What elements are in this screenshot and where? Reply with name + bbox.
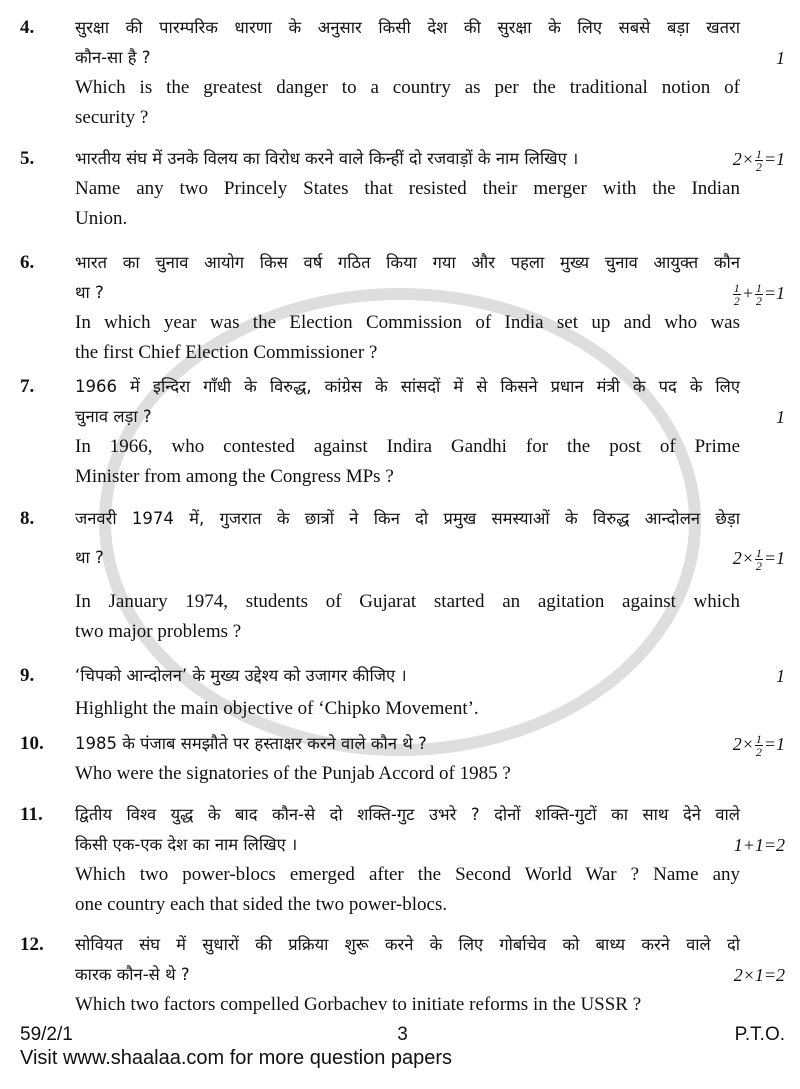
question-4	[20, 13, 785, 133]
marks	[725, 144, 785, 174]
fraction-denominator: 2	[755, 745, 762, 760]
question-english: Which two factors compelled Gorbachev to initiate reforms in the USSR ?	[75, 994, 642, 1015]
fraction-denominator: 2	[755, 559, 762, 574]
marks: 1	[776, 407, 785, 427]
marks: 1+1=2	[733, 835, 785, 855]
marks	[725, 729, 785, 759]
marks: 1	[776, 666, 785, 686]
question-10	[20, 729, 785, 789]
please-turn-over: P.T.O.	[734, 1024, 785, 1045]
fraction-numerator: 1	[755, 281, 762, 296]
marks-part: 2×	[732, 548, 754, 568]
question-english: Name any two Princely States that resisted their merger with the Indian	[75, 178, 740, 199]
question-number: 4.	[20, 17, 35, 38]
marks-part: =1	[763, 734, 785, 754]
question-english: Highlight the main objective of ‘Chipko Movement’.	[75, 698, 479, 719]
question-hindi: जनवरी 1974 में, गुजरात के छात्रों ने किन दो प्रमुख समस्याओं के विरुद्ध आन्दोलन छेड़ा	[75, 509, 740, 528]
marks	[724, 278, 785, 308]
fraction-numerator: 1	[755, 546, 762, 561]
question-12	[20, 930, 785, 1020]
question-hindi: चुनाव लड़ा ?	[75, 407, 152, 426]
question-hindi: था ?	[75, 548, 104, 567]
question-hindi: कारक कौन-से थे ?	[75, 965, 190, 984]
question-english: security ?	[75, 107, 149, 128]
marks-part: +	[741, 283, 754, 303]
fraction-numerator: 1	[755, 732, 762, 747]
question-number: 12.	[20, 934, 44, 955]
marks-part: =1	[763, 149, 785, 169]
question-english: In 1966, who contested against Indira Gandhi for the post of Prime	[75, 436, 740, 457]
marks-part: 2×	[732, 734, 754, 754]
question-6	[20, 248, 785, 368]
question-hindi: भारत का चुनाव आयोग किस वर्ष गठित किया गया और पहला मुख्य चुनाव आयुक्त कौन	[75, 253, 740, 272]
question-number: 9.	[20, 665, 35, 686]
question-english: Union.	[75, 208, 128, 229]
marks-part: 2×	[732, 149, 754, 169]
question-english: the first Chief Election Commissioner ?	[75, 342, 378, 363]
question-number: 6.	[20, 252, 35, 273]
question-7	[20, 372, 785, 492]
question-number: 5.	[20, 148, 35, 169]
question-english: In January 1974, students of Gujarat started an agitation against which	[75, 591, 740, 612]
question-hindi: ‘चिपको आन्दोलन’ के मुख्य उद्देश्य को उजागर कीजिए ।	[75, 666, 407, 685]
question-11	[20, 800, 785, 920]
question-english: Minister from among the Congress MPs ?	[75, 466, 394, 487]
question-english: In which year was the Election Commission of India set up and who was	[75, 312, 740, 333]
question-number: 7.	[20, 376, 35, 397]
question-english: Who were the signatories of the Punjab Accord of 1985 ?	[75, 763, 511, 784]
question-hindi: सुरक्षा की पारम्परिक धारणा के अनुसार किसी देश की सुरक्षा के लिए सबसे बड़ा खतरा	[75, 18, 740, 37]
marks: 2×1=2	[733, 965, 785, 985]
question-hindi: किसी एक-एक देश का नाम लिखिए ।	[75, 835, 298, 854]
question-hindi: था ?	[75, 283, 104, 302]
question-number: 11.	[20, 804, 43, 825]
question-8	[20, 504, 785, 647]
page-footer	[20, 1024, 785, 1046]
question-hindi: 1966 में इन्दिरा गाँधी के विरुद्ध, कांग्रेस के सांसदों में से किसने प्रधान मंत्री के पद के लिए	[75, 377, 740, 396]
fraction-numerator: 1	[755, 147, 762, 162]
fraction-denominator: 2	[733, 294, 740, 309]
fraction-denominator: 2	[755, 294, 762, 309]
question-5	[20, 144, 785, 234]
question-number: 10.	[20, 733, 44, 754]
page-number: 3	[397, 1024, 408, 1045]
visit-link[interactable]: Visit www.shaalaa.com for more question papers	[20, 1047, 453, 1069]
question-number: 8.	[20, 508, 35, 529]
fraction-denominator: 2	[755, 160, 762, 175]
question-english: two major problems ?	[75, 621, 242, 642]
question-english: one country each that sided the two power-blocs.	[75, 894, 448, 915]
marks-part: =1	[763, 548, 785, 568]
question-hindi: 1985 के पंजाब समझौते पर हस्ताक्षर करने वाले कौन थे ?	[75, 734, 427, 753]
question-english: Which is the greatest danger to a country as per the traditional notion of	[75, 77, 740, 98]
question-hindi: भारतीय संघ में उनके विलय का विरोध करने वाले किन्हीं दो रजवाड़ों के नाम लिखिए ।	[75, 149, 579, 168]
marks: 1	[776, 48, 785, 68]
paper-code: 59/2/1	[20, 1024, 73, 1045]
question-hindi: कौन-सा है ?	[75, 48, 151, 67]
question-hindi: द्वितीय विश्व युद्ध के बाद कौन-से दो शक्ति-गुट उभरे ? दोनों शक्ति-गुटों का साथ देने वाले	[75, 805, 740, 824]
question-hindi: सोवियत संघ में सुधारों की प्रक्रिया शुरू करने के लिए गोर्बाचेव को बाध्य करने वाले दो	[75, 935, 740, 954]
question-english: Which two power-blocs emerged after the Second World War ? Name any	[75, 864, 740, 885]
marks	[725, 543, 785, 573]
marks-part: =1	[763, 283, 785, 303]
question-9	[20, 661, 785, 724]
fraction-numerator: 1	[733, 281, 740, 296]
